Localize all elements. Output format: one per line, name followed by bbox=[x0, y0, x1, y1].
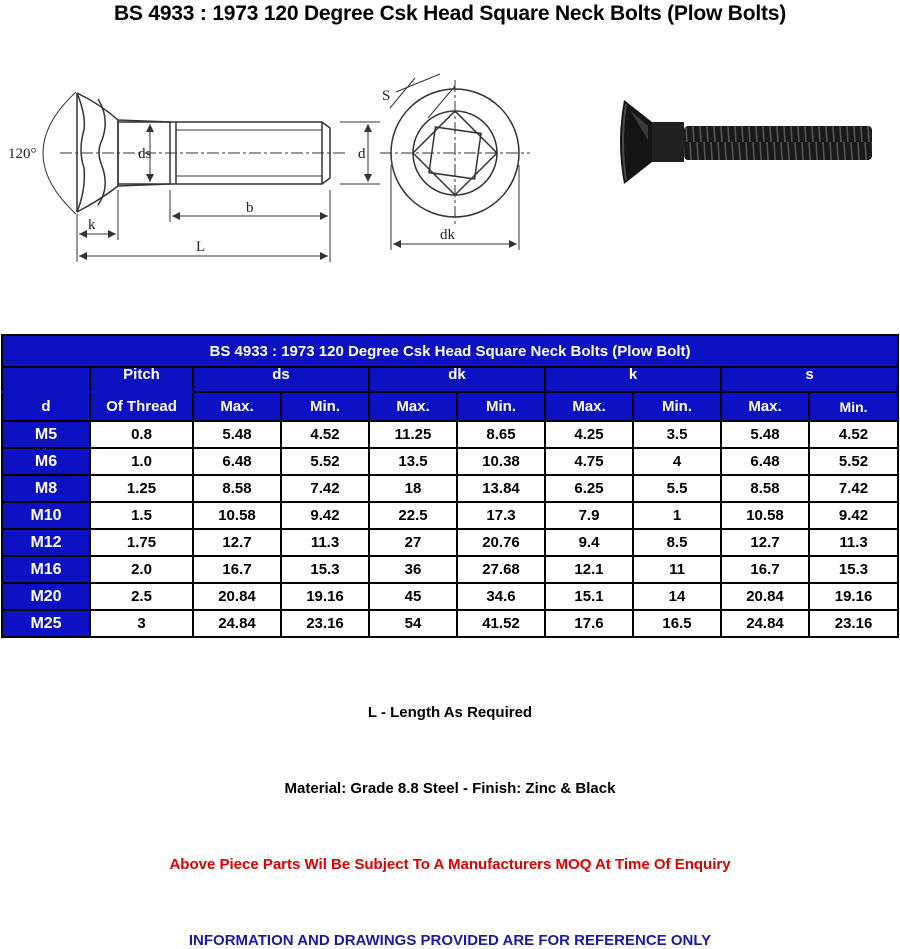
value-cell: 1.75 bbox=[90, 529, 193, 556]
value-cell: 6.25 bbox=[545, 475, 633, 502]
value-cell: 8.65 bbox=[457, 421, 545, 448]
header-ds-max: Max. bbox=[193, 392, 281, 421]
value-cell: 12.7 bbox=[193, 529, 281, 556]
value-cell: 3 bbox=[90, 610, 193, 637]
value-cell: 11 bbox=[633, 556, 721, 583]
value-cell: 10.38 bbox=[457, 448, 545, 475]
value-cell: 14 bbox=[633, 583, 721, 610]
plow-bolt-photo bbox=[612, 82, 877, 192]
length-note: L - Length As Required bbox=[367, 704, 533, 721]
value-cell: 20.76 bbox=[457, 529, 545, 556]
header-d-top bbox=[2, 367, 90, 392]
value-cell: 7.42 bbox=[281, 475, 369, 502]
table-row bbox=[2, 610, 898, 637]
value-cell: 8.58 bbox=[193, 475, 281, 502]
size-cell: M12 bbox=[2, 529, 90, 556]
value-cell: 2.5 bbox=[90, 583, 193, 610]
value-cell: 41.52 bbox=[457, 610, 545, 637]
b-label: b bbox=[246, 200, 254, 216]
value-cell: 19.16 bbox=[809, 583, 898, 610]
header-of-thread: Of Thread bbox=[90, 392, 193, 421]
table-row bbox=[2, 475, 898, 502]
value-cell: 5.5 bbox=[633, 475, 721, 502]
value-cell: 13.5 bbox=[369, 448, 457, 475]
value-cell: 3.5 bbox=[633, 421, 721, 448]
value-cell: 9.4 bbox=[545, 529, 633, 556]
value-cell: 4.75 bbox=[545, 448, 633, 475]
value-cell: 12.7 bbox=[721, 529, 809, 556]
value-cell: 10.58 bbox=[721, 502, 809, 529]
table-row bbox=[2, 448, 898, 475]
size-cell: M10 bbox=[2, 502, 90, 529]
table-row bbox=[2, 529, 898, 556]
value-cell: 17.3 bbox=[457, 502, 545, 529]
header-s-min: Min. bbox=[809, 392, 898, 421]
value-cell: 20.84 bbox=[193, 583, 281, 610]
table-row bbox=[2, 556, 898, 583]
value-cell: 17.6 bbox=[545, 610, 633, 637]
value-cell: 11.3 bbox=[809, 529, 898, 556]
value-cell: 23.16 bbox=[809, 610, 898, 637]
value-cell: 4.52 bbox=[809, 421, 898, 448]
bolt-spec-table bbox=[1, 334, 899, 638]
value-cell: 27.68 bbox=[457, 556, 545, 583]
value-cell: 24.84 bbox=[193, 610, 281, 637]
value-cell: 12.1 bbox=[545, 556, 633, 583]
header-s: s bbox=[721, 367, 898, 392]
value-cell: 5.48 bbox=[721, 421, 809, 448]
material-note: Material: Grade 8.8 Steel - Finish: Zinc & Black bbox=[284, 780, 616, 797]
header-d: d bbox=[2, 392, 90, 421]
value-cell: 13.84 bbox=[457, 475, 545, 502]
value-cell: 9.42 bbox=[809, 502, 898, 529]
value-cell: 4 bbox=[633, 448, 721, 475]
value-cell: 6.48 bbox=[193, 448, 281, 475]
L-label: L bbox=[196, 239, 206, 255]
value-cell: 27 bbox=[369, 529, 457, 556]
value-cell: 19.16 bbox=[281, 583, 369, 610]
value-cell: 34.6 bbox=[457, 583, 545, 610]
value-cell: 36 bbox=[369, 556, 457, 583]
header-pitch: Pitch bbox=[90, 367, 193, 392]
value-cell: 10.58 bbox=[193, 502, 281, 529]
value-cell: 4.52 bbox=[281, 421, 369, 448]
size-cell: M20 bbox=[2, 583, 90, 610]
value-cell: 15.3 bbox=[809, 556, 898, 583]
size-cell: M25 bbox=[2, 610, 90, 637]
size-cell: M6 bbox=[2, 448, 90, 475]
value-cell: 20.84 bbox=[721, 583, 809, 610]
header-dk-min: Min. bbox=[457, 392, 545, 421]
header-k-min: Min. bbox=[633, 392, 721, 421]
k-label: k bbox=[88, 217, 96, 233]
table-row bbox=[2, 583, 898, 610]
value-cell: 15.1 bbox=[545, 583, 633, 610]
header-ds: ds bbox=[193, 367, 369, 392]
value-cell: 1.0 bbox=[90, 448, 193, 475]
value-cell: 2.0 bbox=[90, 556, 193, 583]
value-cell: 54 bbox=[369, 610, 457, 637]
size-cell: M5 bbox=[2, 421, 90, 448]
header-dk-max: Max. bbox=[369, 392, 457, 421]
table-title: BS 4933 : 1973 120 Degree Csk Head Square Neck Bolts (Plow Bolt) bbox=[2, 335, 898, 367]
angle-label: 120° bbox=[8, 146, 37, 162]
value-cell: 15.3 bbox=[281, 556, 369, 583]
dk-label: dk bbox=[440, 227, 455, 243]
value-cell: 23.16 bbox=[281, 610, 369, 637]
value-cell: 4.25 bbox=[545, 421, 633, 448]
bolt-technical-drawing bbox=[0, 55, 560, 285]
value-cell: 11.3 bbox=[281, 529, 369, 556]
value-cell: 5.52 bbox=[809, 448, 898, 475]
value-cell: 1.25 bbox=[90, 475, 193, 502]
size-cell: M8 bbox=[2, 475, 90, 502]
value-cell: 16.5 bbox=[633, 610, 721, 637]
size-cell: M16 bbox=[2, 556, 90, 583]
header-k-max: Max. bbox=[545, 392, 633, 421]
value-cell: 5.52 bbox=[281, 448, 369, 475]
value-cell: 1 bbox=[633, 502, 721, 529]
moq-note: Above Piece Parts Wil Be Subject To A Manufacturers MOQ At Time Of Enquiry bbox=[169, 856, 731, 873]
value-cell: 24.84 bbox=[721, 610, 809, 637]
value-cell: 16.7 bbox=[193, 556, 281, 583]
value-cell: 16.7 bbox=[721, 556, 809, 583]
value-cell: 8.58 bbox=[721, 475, 809, 502]
value-cell: 5.48 bbox=[193, 421, 281, 448]
value-cell: 1.5 bbox=[90, 502, 193, 529]
value-cell: 0.8 bbox=[90, 421, 193, 448]
value-cell: 7.42 bbox=[809, 475, 898, 502]
page-title: BS 4933 : 1973 120 Degree Csk Head Square Neck Bolts (Plow Bolts) bbox=[113, 2, 787, 25]
value-cell: 11.25 bbox=[369, 421, 457, 448]
header-k: k bbox=[545, 367, 721, 392]
header-dk: dk bbox=[369, 367, 545, 392]
S-label: S bbox=[382, 88, 391, 104]
ds-label: ds bbox=[138, 146, 152, 162]
header-ds-min: Min. bbox=[281, 392, 369, 421]
value-cell: 8.5 bbox=[633, 529, 721, 556]
d-label: d bbox=[358, 146, 366, 162]
value-cell: 18 bbox=[369, 475, 457, 502]
value-cell: 9.42 bbox=[281, 502, 369, 529]
value-cell: 6.48 bbox=[721, 448, 809, 475]
value-cell: 45 bbox=[369, 583, 457, 610]
value-cell: 22.5 bbox=[369, 502, 457, 529]
header-s-max: Max. bbox=[721, 392, 809, 421]
table-row bbox=[2, 421, 898, 448]
table-row bbox=[2, 502, 898, 529]
reference-note: INFORMATION AND DRAWINGS PROVIDED ARE FOR REFERENCE ONLY bbox=[188, 932, 712, 949]
value-cell: 7.9 bbox=[545, 502, 633, 529]
